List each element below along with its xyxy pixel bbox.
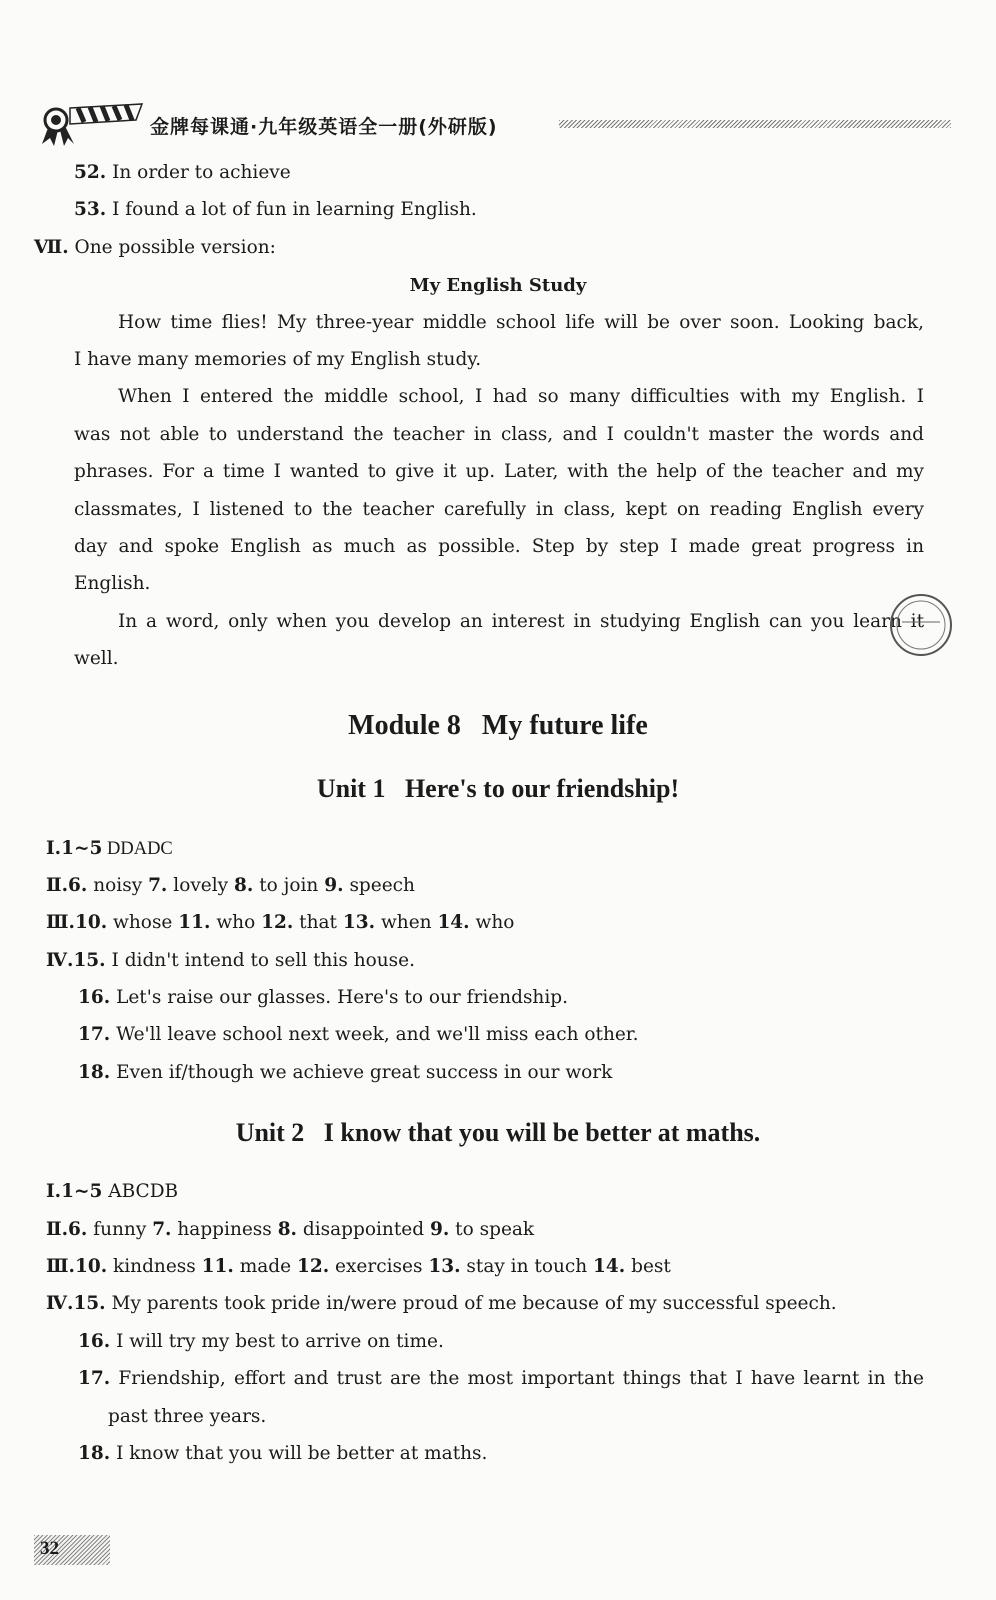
item-number: 17. — [78, 1368, 111, 1389]
module-title: Module 8 My future life — [348, 710, 648, 741]
item-text: funny — [87, 1219, 153, 1240]
item-number: 14. — [437, 912, 470, 933]
unit1-answer-17 — [78, 1023, 639, 1047]
header-rule — [559, 120, 951, 128]
essay-line: phrases. For a time I wanted to give it up. Later, with the help of the teacher and my — [74, 461, 924, 482]
item-text: I know that you will be better at maths. — [110, 1443, 488, 1464]
item-number: 8. — [233, 875, 254, 896]
item-text: happiness — [171, 1219, 278, 1240]
header-title: 金牌每课通·九年级英语全一册(外研版) — [150, 116, 498, 138]
item-text: when — [375, 912, 438, 933]
page-header — [34, 100, 954, 148]
item-text: who — [210, 912, 262, 933]
essay-line: was not able to understand the teacher in class, and I couldn't master the words and — [74, 424, 924, 445]
item-number: 1~5 — [61, 1181, 103, 1202]
item-text: stay in touch — [460, 1256, 594, 1277]
item-roman: Ⅱ. — [46, 875, 69, 896]
item-text: whose — [107, 912, 179, 933]
item-text: We'll leave school next week, and we'll miss each other. — [110, 1024, 639, 1045]
unit2-answer-16 — [78, 1330, 444, 1354]
item-text: Even if/though we achieve great success in our work — [110, 1062, 613, 1083]
essay-line: I have many memories of my English study. — [74, 349, 482, 370]
item-text: to join — [253, 875, 325, 896]
unit2-answer-17 — [78, 1367, 924, 1391]
item-text: lovely — [167, 875, 234, 896]
unit2-answer-17-cont — [108, 1405, 266, 1429]
answer-53 — [74, 198, 477, 222]
homework-stamp-icon — [888, 592, 954, 658]
section-vii — [34, 236, 276, 260]
item-roman: Ⅲ. — [46, 912, 75, 933]
item-roman: Ⅲ. — [46, 1256, 75, 1277]
unit1-item-iv — [46, 949, 415, 973]
item-number: 6. — [68, 1219, 88, 1240]
item-number: 1~5 — [61, 838, 103, 859]
item-text: past three years. — [108, 1406, 267, 1427]
unit1-answer-18 — [78, 1061, 612, 1085]
section-roman: Ⅶ. — [34, 237, 69, 258]
page-number: 32 — [40, 1538, 59, 1559]
item-number: 13. — [342, 912, 376, 933]
essay-title: My English Study — [409, 275, 587, 296]
essay-line: day and spoke English as much as possible. Step by step I made great progress in — [74, 536, 924, 557]
item-number: 8. — [277, 1219, 298, 1240]
item-number: 13. — [428, 1256, 461, 1277]
item-number: 9. — [324, 875, 344, 896]
item-text: speech — [343, 875, 415, 896]
page-number-box — [34, 1535, 110, 1565]
item-roman: Ⅰ. — [46, 1181, 62, 1202]
answer-text: In order to achieve — [112, 162, 291, 183]
ribbon-logo-icon — [34, 100, 144, 148]
item-text: who — [469, 912, 515, 933]
item-number: 16. — [78, 1331, 111, 1352]
item-text: My parents took pride in/were proud of me because of my successful speech. — [105, 1293, 837, 1314]
essay-line: When I entered the middle school, I had so many difficulties with my English. I — [118, 386, 924, 407]
item-text: I didn't intend to sell this house. — [105, 950, 416, 971]
essay-line: In a word, only when you develop an interest in studying English can you learn it — [118, 611, 924, 632]
item-text: disappointed — [297, 1219, 430, 1240]
item-number: 11. — [178, 912, 211, 933]
item-text: to speak — [449, 1219, 535, 1240]
unit2-item-i — [46, 1180, 178, 1204]
item-number: 12. — [261, 912, 294, 933]
item-text: I will try my best to arrive on time. — [110, 1331, 444, 1352]
item-text: best — [625, 1256, 671, 1277]
item-number: 11. — [201, 1256, 234, 1277]
essay-line: How time flies! My three-year middle school life will be over soon. Looking back, — [118, 312, 924, 333]
item-number: 15. — [73, 1293, 106, 1314]
item-roman: Ⅳ. — [46, 950, 74, 971]
item-text: kindness — [107, 1256, 202, 1277]
item-number: 12. — [296, 1256, 330, 1277]
unit2-item-iv — [46, 1292, 837, 1316]
unit2-item-ii — [46, 1218, 534, 1242]
item-number: 10. — [74, 912, 108, 933]
item-number: 7. — [152, 1219, 172, 1240]
item-text: ABCDB — [102, 1181, 179, 1202]
item-text: made — [233, 1256, 297, 1277]
item-number: 6. — [68, 875, 88, 896]
unit1-item-i — [46, 837, 173, 861]
section-text: One possible version: — [74, 237, 276, 258]
answer-number: 52. — [74, 162, 107, 183]
item-text: DDADC — [102, 839, 173, 859]
unit1-title: Unit 1 Here's to our friendship! — [316, 774, 680, 803]
unit1-item-iii — [46, 911, 514, 935]
answer-number: 53. — [74, 199, 107, 220]
essay-line: well. — [74, 648, 119, 669]
item-number: 10. — [74, 1256, 108, 1277]
item-number: 9. — [429, 1219, 450, 1240]
item-number: 15. — [73, 950, 106, 971]
item-number: 7. — [148, 875, 168, 896]
item-text: exercises — [329, 1256, 429, 1277]
unit1-answer-16 — [78, 986, 568, 1010]
item-roman: Ⅳ. — [46, 1293, 74, 1314]
item-number: 17. — [78, 1024, 111, 1045]
item-text: noisy — [87, 875, 149, 896]
answer-text: I found a lot of fun in learning English. — [112, 199, 477, 220]
item-number: 18. — [78, 1443, 111, 1464]
essay-line: classmates, I listened to the teacher carefully in class, kept on reading English every — [74, 499, 924, 520]
answer-52 — [74, 161, 291, 185]
item-text: Let's raise our glasses. Here's to our friendship. — [110, 987, 568, 1008]
unit1-item-ii — [46, 874, 415, 898]
item-number: 18. — [78, 1062, 111, 1083]
item-roman: Ⅱ. — [46, 1219, 69, 1240]
item-number: 14. — [593, 1256, 626, 1277]
item-text: that — [293, 912, 343, 933]
item-roman: Ⅰ. — [46, 838, 62, 859]
unit2-answer-18 — [78, 1442, 487, 1466]
essay-line: English. — [74, 573, 151, 594]
item-text: Friendship, effort and trust are the most important things that I have learnt in the — [110, 1368, 924, 1389]
item-number: 16. — [78, 987, 111, 1008]
unit2-title: Unit 2 I know that you will be better at maths. — [235, 1118, 761, 1147]
unit2-item-iii — [46, 1255, 671, 1279]
